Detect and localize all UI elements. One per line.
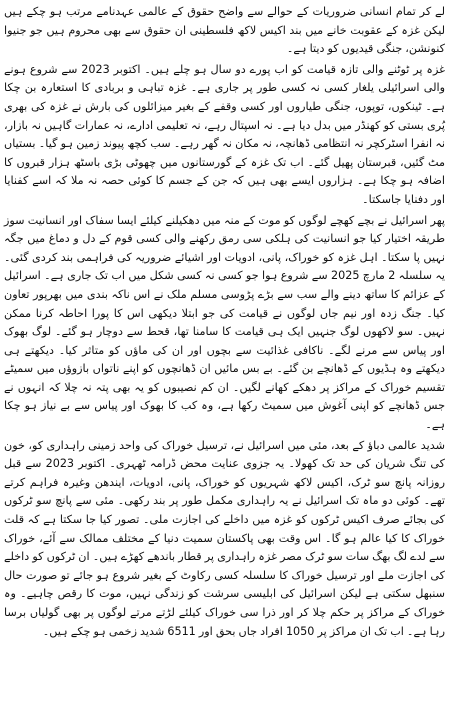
- paragraph-blockade-famine: پھر اسرائیل نے بچے کھچے لوگوں کو موت کے منہ میں دھکیلنے کیلئے ایسا سفاک اور انسانیت سوز طریقہ اختیار کیا جو انسانیت کی ہلکی سی رمق رکھنے والی کسی قوم کے دل و دماغ میں جگہ نہیں پا سکتا۔ اہل غزہ کو خوراک، پانی، ادویات اور اشیائے ضروریہ کی فراہمی بند کردی گئی۔ یہ سلسلہ 2 مارچ 2025 سے شروع ہوا جو کسی نہ کسی شکل میں اب تک جاری ہے۔ اسرائیل کے عزائم کا ساتھ دینے والے سب سے بڑے پڑوسی مسلم ملک نے اس ناکہ بندی میں بھرپور تعاون کیا۔ جنگ زدہ اور نیم جاں لوگوں نے قیامت کی جو ابتلا دیکھی اس کا پورا احاطہ کرنا ممکن نہیں۔ سو لاکھوں لوگ جنہیں ایک ہی قیامت کا سامنا تھا، قحط سے دوچار ہو گئے۔ لوگ بھوک اور پیاس سے مرنے لگے۔ ناکافی غذائیت سے بچوں اور ان کی ماؤں کو متاثر کیا۔ دیکھتے ہی دیکھتے وہ ہڈیوں کے ڈھانچے بن گئے۔ بے بس مائیں ان ڈھانچوں کو اپنے ناتواں بازوؤں میں سمیٹے تقسیم خوراک کے مراکز پر دھکے کھانے لگیں۔ ان کم نصیبوں کو یہ بھی پتہ نہ چلا کہ انہوں نے جس ڈھانچے کو اپنی آغوش میں سمیٹ رکھا ہے، وہ کب کا بھوک اور پیاس سے بے نیاز ہو چکا ہے۔: [4, 213, 445, 432]
- paragraph-two-years-of-war: غزہ پر ٹوٹنے والی تازہ قیامت کو اب پورے دو سال ہو چلے ہیں۔ اکتوبر 2023 سے شروع ہونے والی اسرائیلی یلغار کسی نہ کسی طور پر جاری ہے۔ غزہ تباہی و بربادی کا استعارہ بن چکا ہے۔ ٹینکوں، توپوں، جنگی طیاروں اور کسی وقفے کے بغیر میزائلوں کی بارش نے غزہ کی بھری پُری بستی کو کھنڈر میں بدل دیا ہے۔ نہ اسپتال رہے، نہ تعلیمی ادارے، نہ عمارات گاہیں نہ بازار، نہ انفرا اسٹرکچر نہ انتظامی ڈھانچہ، نہ مکان نہ گھر رہے۔ سب کچھ پیوند زمین ہو گیا۔ بستیاں مٹ گئیں، قبرستان پھیل گئے۔ اب تک غزہ کے گورستانوں میں چھوٹی بڑی باسٹھ ہزار قبروں کا اضافہ ہو چکا ہے۔ ہزاروں ایسے بھی ہیں کہ جن کے جسم کا کوئی حصہ نہ ملا کہ اسے کفنایا اور دفنایا جاسکتا۔: [4, 62, 445, 206]
- paragraph-aid-corridor: شدید عالمی دباؤ کے بعد، مئی میں اسرائیل نے، ترسیل خوراک کی واحد زمینی راہداری کو، خون کی تنگ شریان کی حد تک کھولا۔ یہ جزوی عنایت محض ڈرامہ ٹھہری۔ اکتوبر 2023 سے قبل روزانہ پانچ سو ٹرک، اکیس لاکھ شہریوں کو خوراک، پانی، ادویات، ایندھن وغیرہ فراہم کرتے تھے۔ کوئی دو ماہ تک اسرائیل نے یہ راہداری مکمل طور پر بند رکھی۔ مئی سے پانچ سو ٹرکوں کی بجائے صرف اکیس ٹرکوں کو غزہ میں داخلے کی اجازت ملی۔ تصور کیا جا سکتا ہے کہ قلت خوراک کا کیا عالم ہو گا۔ اس وقت بھی پاکستان سمیت دنیا کے مختلف ممالک سے آئے، خوراک سے لدے لگ بھگ سات سو ٹرک مصر غزہ راہداری پر قطار باندھے کھڑے ہیں۔ ان ٹرکوں کو داخلے کی اجازت ملے اور ترسیل خوراک کا سلسلہ کسی رکاوٹ کے بغیر شروع ہو جائے تو صورت حال سنبھل سکتی ہے لیکن اسرائیل کی ابلیسی سرشت کو زندگی نہیں، موت کا رقص چاہیے۔ وہ خوراک کے مراکز پر حکم چلا کر اور ذرا سی خوراک کیلئے لڑتے مرتے لوگوں پر بھی گولیاں برسا رہا ہے۔ اب تک ان مراکز پر 1050 افراد جاں بحق اور 6511 شدید زخمی ہو چکے ہیں۔: [4, 438, 445, 638]
- paragraph-rights-intro: لے کر تمام انسانی ضروریات کے حوالے سے واضح حقوق کے عالمی عہدنامے مرتب ہو چکے ہیں لیکن غزہ کے عقوبت خانے میں بند اکیس لاکھ فلسطینی ان حقوق سے بھی محروم ہیں جو جنیوا کنونشن، جنگی قیدیوں کو دیتا ہے۔: [4, 5, 445, 56]
